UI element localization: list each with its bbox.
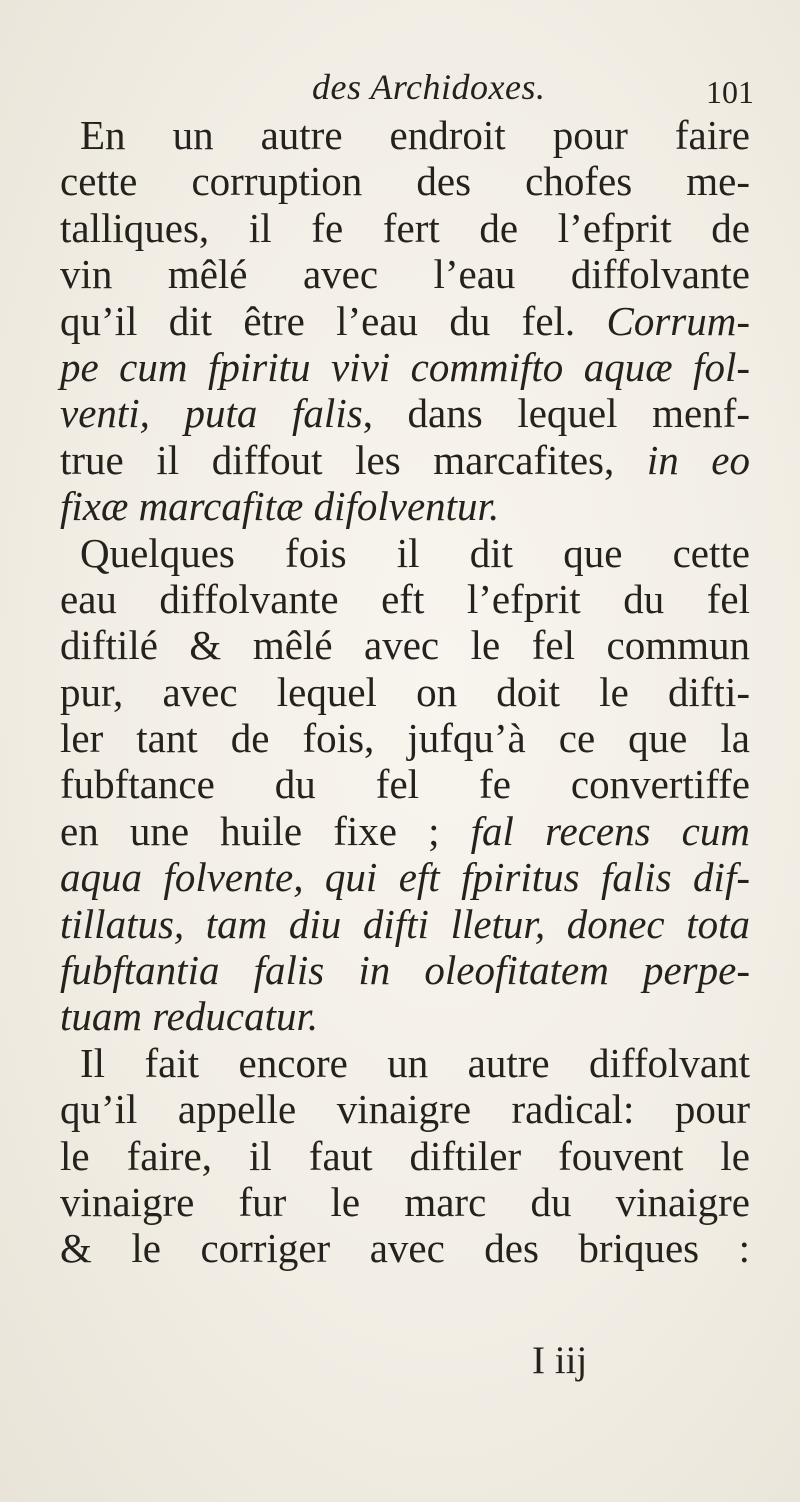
text-line: vinaigre fur le marc du vinaigre [60,1178,750,1225]
text-line: qu’il dit être l’eau du fel. Corrum- [60,297,750,344]
signature-mark: I iij [532,1339,588,1382]
text-line: true il diffout les marcafites, in eo [60,436,750,483]
text-line: talliques, il fe fert de l’efprit de [60,204,750,251]
text-line: cette corruption des chofes me- [60,158,750,205]
text-line: ler tant de fois, jufqu’à ce que la [60,715,750,762]
text-line: venti, puta falis, dans lequel menf- [60,390,751,437]
text-line: qu’il appelle vinaigre radical: pour [60,1086,750,1133]
text-line: Il fait encore un autre diffolvant [80,1039,750,1086]
text-line: eau diffolvante eft l’efprit du fel [60,575,750,622]
page-number: 101 [706,74,754,110]
text-line: le faire, il faut diftiler fouvent le [60,1132,750,1179]
text-line: fubftantia falis in oleofitatem perpe- [60,947,750,994]
body-text [60,112,750,1272]
running-title: des Archidoxes. [312,67,546,107]
text-line: pur, avec lequel on doit le difti- [60,668,750,715]
text-line: pe cum fpiritu vivi commifto aquæ fol- [60,343,750,390]
text-line: en une huile fixe ; fal recens cum [60,807,750,854]
text-line: tillatus, tam diu difti lletur, donec tota [60,900,750,947]
text-line: & le corriger avec des briques : [60,1225,750,1272]
text-line: vin mêlé avec l’eau diffolvante [60,251,750,298]
text-line: En un autre endroit pour faire [80,112,750,158]
text-line: Quelques fois il dit que cette [80,529,750,576]
text-line: tuam reducatur. [60,993,319,1040]
text-line: fubftance du fel fe convertiffe [60,761,750,808]
text-line: aqua folvente, qui eft fpiritus falis dif- [60,854,750,901]
running-head [0,66,800,110]
text-line: diftilé & mêlé avec le fel commun [60,622,750,669]
text-line: fixæ marcafitæ difolventur. [60,483,500,530]
